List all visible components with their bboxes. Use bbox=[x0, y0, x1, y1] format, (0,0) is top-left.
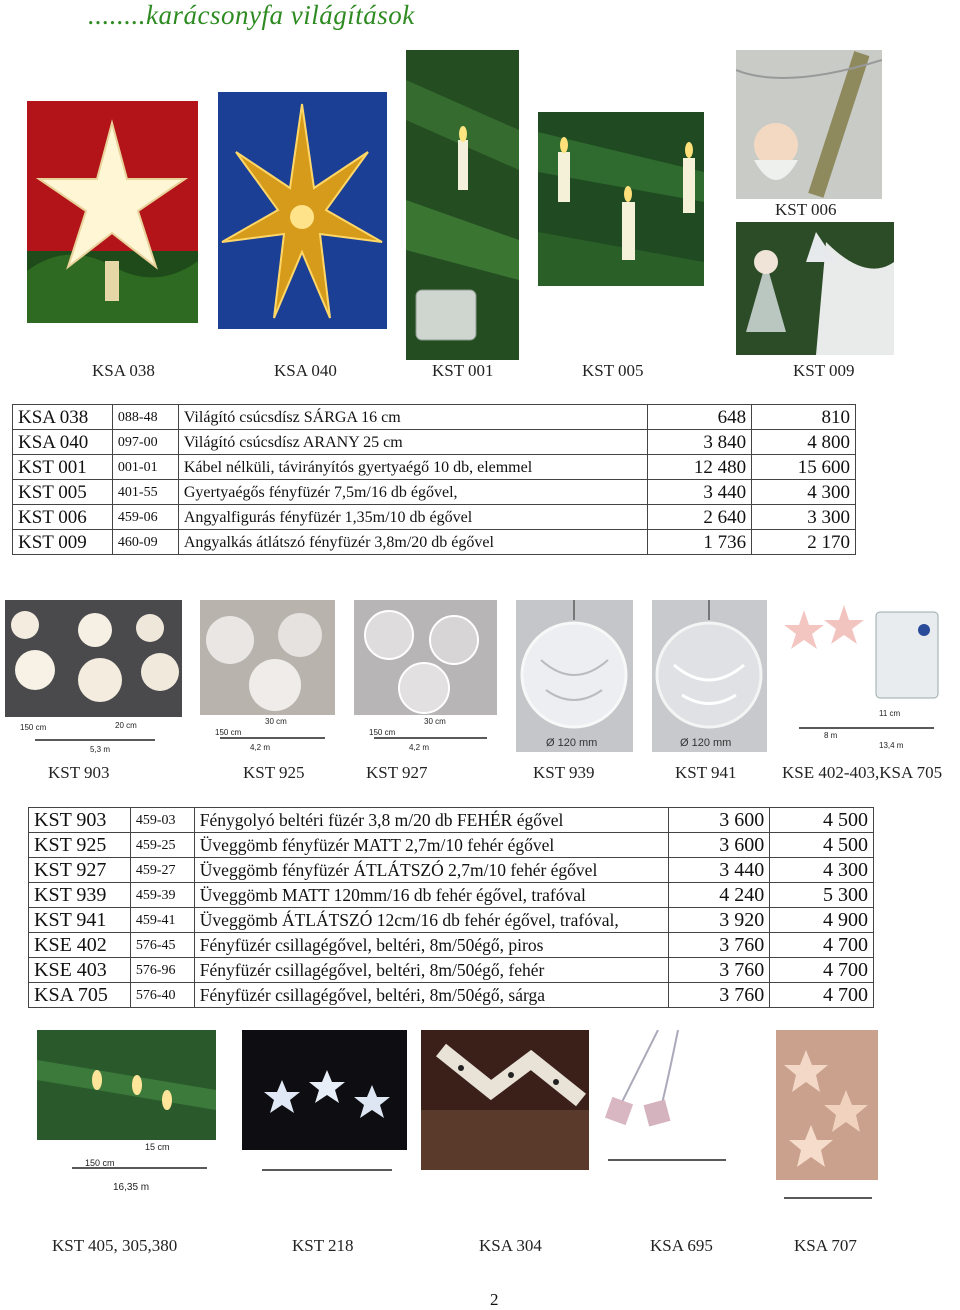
caption-kse-402-403-ksa-705: KSE 402-403,KSA 705 bbox=[782, 763, 943, 782]
net-price: 3 600 bbox=[668, 833, 770, 858]
clear-glass-ball-photo bbox=[652, 600, 767, 752]
net-price: 3 760 bbox=[668, 983, 770, 1008]
leopard-lights-photo bbox=[421, 1030, 589, 1170]
mini-light-string-photo bbox=[37, 1030, 216, 1194]
product-code: KST 005 bbox=[13, 480, 113, 505]
caption-ksa-304: KSA 304 bbox=[479, 1236, 542, 1255]
product-description: Világító csúcsdísz SÁRGA 16 cm bbox=[178, 405, 648, 430]
gross-price: 4 500 bbox=[770, 833, 874, 858]
table-row bbox=[13, 505, 856, 530]
net-price: 3 440 bbox=[648, 480, 752, 505]
table-row bbox=[29, 808, 874, 833]
price-table-1-body bbox=[13, 405, 856, 555]
svg-text:11 cm: 11 cm bbox=[879, 709, 901, 718]
snowball-lights-photo bbox=[5, 600, 182, 755]
product-description: Fényfüzér csillagégővel, beltéri, 8m/50égő, sárga bbox=[194, 983, 668, 1008]
net-price: 3 760 bbox=[668, 958, 770, 983]
net-price: 2 640 bbox=[648, 505, 752, 530]
page-number: 2 bbox=[490, 1290, 499, 1309]
product-description: Gyertyaégős fényfüzér 7,5m/16 db égővel, bbox=[178, 480, 648, 505]
net-price: 4 240 bbox=[668, 883, 770, 908]
table-row bbox=[29, 983, 874, 1008]
svg-text:150 cm: 150 cm bbox=[85, 1158, 115, 1168]
white-star-lights-photo bbox=[242, 1030, 407, 1185]
article-number: 097-00 bbox=[112, 430, 178, 455]
gross-price: 4 700 bbox=[770, 958, 874, 983]
table-row bbox=[13, 480, 856, 505]
svg-text:150 cm: 150 cm bbox=[215, 728, 242, 737]
angel-lights-photo bbox=[736, 50, 882, 199]
gross-price: 810 bbox=[752, 405, 856, 430]
product-description: Üveggömb fényfüzér MATT 2,7m/10 fehér égővel bbox=[194, 833, 668, 858]
svg-text:20 cm: 20 cm bbox=[115, 721, 137, 730]
star-light-string-photo bbox=[784, 600, 942, 752]
table-row bbox=[13, 405, 856, 430]
product-description: Kábel nélküli, távirányítós gyertyaégő 10 db, elemmel bbox=[178, 455, 648, 480]
svg-text:8 m: 8 m bbox=[824, 731, 838, 740]
product-description: Angyalfigurás fényfüzér 1,35m/10 db égővel bbox=[178, 505, 648, 530]
svg-text:13,4 m: 13,4 m bbox=[879, 741, 904, 750]
caption-kst-941: KST 941 bbox=[675, 763, 737, 782]
svg-text:4,2 m: 4,2 m bbox=[409, 743, 430, 752]
table-row bbox=[29, 858, 874, 883]
star-topper-gold-photo bbox=[218, 92, 387, 329]
svg-text:30 cm: 30 cm bbox=[424, 717, 446, 726]
net-price: 3 920 bbox=[668, 908, 770, 933]
table-row bbox=[29, 883, 874, 908]
caption-ksa-038: KSA 038 bbox=[92, 361, 155, 380]
star-topper-yellow-photo bbox=[27, 101, 198, 323]
caption-kst-903: KST 903 bbox=[48, 763, 110, 782]
gross-price: 4 700 bbox=[770, 933, 874, 958]
product-code: KST 001 bbox=[13, 455, 113, 480]
table-row bbox=[29, 908, 874, 933]
svg-text:Ø 120 mm: Ø 120 mm bbox=[680, 737, 732, 749]
price-table-2 bbox=[28, 807, 874, 1008]
gross-price: 15 600 bbox=[752, 455, 856, 480]
product-description: Világító csúcsdísz ARANY 25 cm bbox=[178, 430, 648, 455]
article-number: 576-45 bbox=[130, 933, 194, 958]
gross-price: 4 700 bbox=[770, 983, 874, 1008]
product-code: KSA 038 bbox=[13, 405, 113, 430]
svg-text:150 cm: 150 cm bbox=[369, 728, 396, 737]
article-number: 459-25 bbox=[130, 833, 194, 858]
product-description: Fényfüzér csillagégővel, beltéri, 8m/50égő, fehér bbox=[194, 958, 668, 983]
caption-kst-005: KST 005 bbox=[582, 361, 644, 380]
net-price: 648 bbox=[648, 405, 752, 430]
net-price: 3 760 bbox=[668, 933, 770, 958]
caption-kst-218: KST 218 bbox=[292, 1236, 354, 1255]
price-table-1 bbox=[12, 404, 856, 555]
net-price: 3 440 bbox=[668, 858, 770, 883]
product-description: Üveggömb ÁTLÁTSZÓ 12cm/16 db fehér égővel, trafóval, bbox=[194, 908, 668, 933]
product-code: KSE 402 bbox=[29, 933, 131, 958]
caption-kst-927: KST 927 bbox=[366, 763, 428, 782]
star-cluster-lights-photo bbox=[776, 1030, 878, 1210]
svg-text:15 cm: 15 cm bbox=[145, 1142, 170, 1152]
angel-string-photo bbox=[736, 222, 894, 355]
net-price: 3 600 bbox=[668, 808, 770, 833]
product-code: KST 925 bbox=[29, 833, 131, 858]
product-code: KST 903 bbox=[29, 808, 131, 833]
photo-label: KST 006 bbox=[775, 200, 837, 219]
matt-glass-ball-lights-photo bbox=[200, 600, 335, 752]
caption-ksa-707: KSA 707 bbox=[794, 1236, 857, 1255]
cube-lights-photo bbox=[598, 1030, 734, 1182]
caption-kst-009: KST 009 bbox=[793, 361, 855, 380]
page-title: ........karácsonyfa világítások bbox=[88, 0, 415, 30]
product-description: Fényfüzér csillagégővel, beltéri, 8m/50égő, piros bbox=[194, 933, 668, 958]
article-number: 001-01 bbox=[112, 455, 178, 480]
article-number: 401-55 bbox=[112, 480, 178, 505]
product-code: KST 941 bbox=[29, 908, 131, 933]
article-number: 459-03 bbox=[130, 808, 194, 833]
net-price: 1 736 bbox=[648, 530, 752, 555]
gross-price: 5 300 bbox=[770, 883, 874, 908]
product-code: KST 939 bbox=[29, 883, 131, 908]
article-number: 459-41 bbox=[130, 908, 194, 933]
caption-ksa-695: KSA 695 bbox=[650, 1236, 713, 1255]
svg-text:4,2 m: 4,2 m bbox=[250, 743, 271, 752]
matt-glass-ball-photo bbox=[516, 600, 633, 752]
gross-price: 4 300 bbox=[770, 858, 874, 883]
caption-kst-925: KST 925 bbox=[243, 763, 305, 782]
gross-price: 3 300 bbox=[752, 505, 856, 530]
table-row bbox=[13, 430, 856, 455]
table-row bbox=[29, 933, 874, 958]
product-code: KSA 705 bbox=[29, 983, 131, 1008]
article-number: 459-06 bbox=[112, 505, 178, 530]
product-code: KSE 403 bbox=[29, 958, 131, 983]
table-row bbox=[29, 958, 874, 983]
product-description: Üveggömb MATT 120mm/16 db fehér égővel, trafóval bbox=[194, 883, 668, 908]
svg-text:30 cm: 30 cm bbox=[265, 717, 287, 726]
product-code: KST 006 bbox=[13, 505, 113, 530]
svg-text:Ø 120 mm: Ø 120 mm bbox=[546, 737, 598, 749]
net-price: 3 840 bbox=[648, 430, 752, 455]
article-number: 459-39 bbox=[130, 883, 194, 908]
svg-text:150 cm: 150 cm bbox=[20, 723, 47, 732]
svg-text:16,35 m: 16,35 m bbox=[113, 1182, 150, 1193]
caption-kst-405-305-380: KST 405, 305,380 bbox=[52, 1236, 178, 1255]
candle-string-photo bbox=[538, 112, 704, 286]
clear-glass-ball-lights-photo bbox=[354, 600, 497, 752]
table-row bbox=[29, 833, 874, 858]
product-description: Üveggömb fényfüzér ÁTLÁTSZÓ 2,7m/10 fehér égővel bbox=[194, 858, 668, 883]
product-description: Fénygolyó beltéri füzér 3,8 m/20 db FEHÉR égővel bbox=[194, 808, 668, 833]
price-table-2-body bbox=[29, 808, 874, 1008]
caption-kst-001: KST 001 bbox=[432, 361, 494, 380]
product-description: Angyalkás átlátszó fényfüzér 3,8m/20 db égővel bbox=[178, 530, 648, 555]
caption-kst-939: KST 939 bbox=[533, 763, 595, 782]
article-number: 459-27 bbox=[130, 858, 194, 883]
table-row bbox=[13, 455, 856, 480]
article-number: 576-40 bbox=[130, 983, 194, 1008]
product-code: KST 009 bbox=[13, 530, 113, 555]
article-number: 088-48 bbox=[112, 405, 178, 430]
gross-price: 4 800 bbox=[752, 430, 856, 455]
article-number: 576-96 bbox=[130, 958, 194, 983]
gross-price: 4 900 bbox=[770, 908, 874, 933]
caption-ksa-040: KSA 040 bbox=[274, 361, 337, 380]
gross-price: 4 300 bbox=[752, 480, 856, 505]
product-code: KST 927 bbox=[29, 858, 131, 883]
article-number: 460-09 bbox=[112, 530, 178, 555]
product-code: KSA 040 bbox=[13, 430, 113, 455]
gross-price: 4 500 bbox=[770, 808, 874, 833]
svg-text:5,3 m: 5,3 m bbox=[90, 745, 111, 754]
gross-price: 2 170 bbox=[752, 530, 856, 555]
table-row bbox=[13, 530, 856, 555]
net-price: 12 480 bbox=[648, 455, 752, 480]
candle-lights-remote-photo bbox=[406, 50, 519, 360]
